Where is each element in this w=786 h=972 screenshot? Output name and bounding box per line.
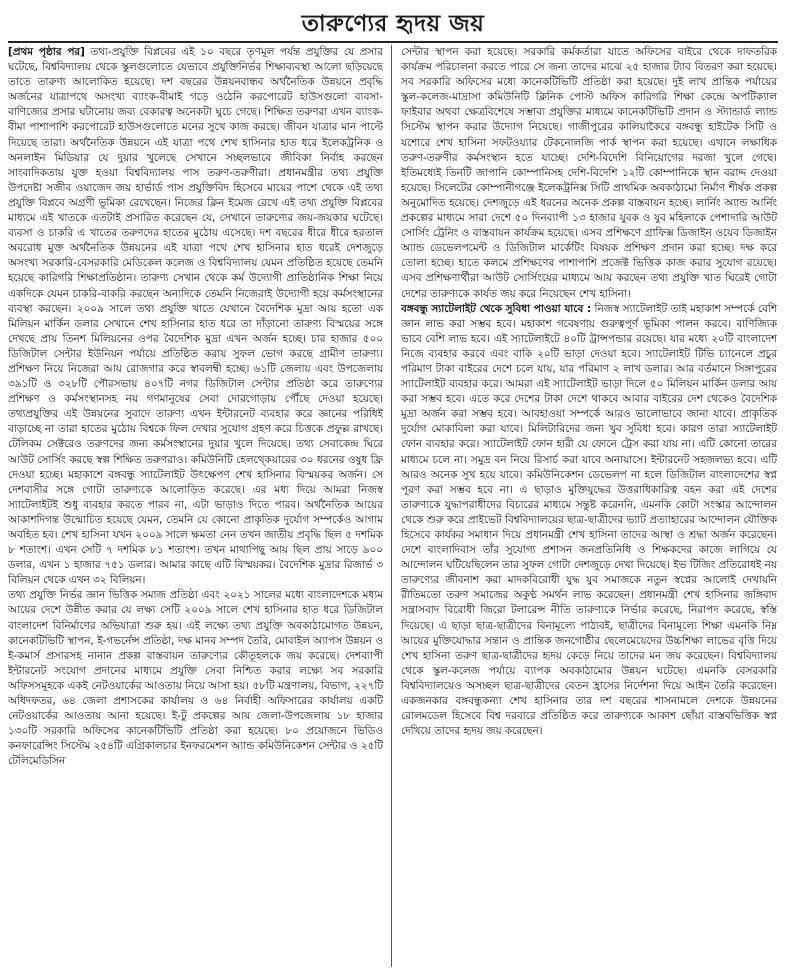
article-paragraph	[8, 588, 383, 769]
continuation-marker: [প্রথম পৃষ্ঠার পর]	[8, 46, 85, 58]
paragraph-text: সেন্টার স্থাপন করা হয়েছে। সরকারি কর্মকর্তারা যাতে অফিসের বাইরে থেকে দাফতরিক কার্যক্রম পরিচালনা করতে পারে সে জন্য তাদের মাঝে ২৫ হাজার ট্যাব বিতরণ করা হয়েছে। সব সরকারি অফিসের মধ্যে কানেকটিভিটি প্রতিষ্ঠা করা হয়েছে। দুই লাখ প্রান্তিক পর্যায়ের স্কুল-কলেজ-মাদ্রাসা কমিউনিটি ক্লিনিক পোস্ট অফিস কারিগরি শিক্ষা কেন্দ্রে অপটিক্যাল ফাইবার অথবা ক্ষেত্রবিশেষে সম্ভাব্য প্রযুক্তির মাধ্যমে কানেকটিভিটি প্রদান ও স্ট্যান্ডার্ড ল্যান্ড সিস্টেম স্থাপন করার উদ্যোগ নিয়েছে। গাজীপুরের কালিয়াকৈরে বঙ্গবন্ধু হাইটেক সিটি ও যশোরে শেখ হাসিনা সফটওয়্যার টেকনোলজি পার্ক স্থাপন করা হয়েছে। এখানে লক্ষাধিক তরুণ-তরুণীর কর্মসংস্থান হতে যাচ্ছে। দেশি-বিদেশি বিনিয়োগের দরজা খুলে গেছে। ইতিমধ্যেই তিনটি জাপানি কোম্পানিসহ দেশি-বিদেশি ১২টি কোম্পানিকে স্থান বরাদ্দ দেওয়া হয়েছে। সিলেটের কোম্পানীগঞ্জে ইলেকট্রনিক্স সিটি প্রাথমিক অবকাঠামো নির্মাণ শীর্ষক প্রকল্প অনুমোদিত হয়েছে। দেশজুড়ে এই ধরনের অনেক প্রকল্প বাস্তবায়ন হচ্ছে। লার্নিং অ্যান্ড আর্নিং প্রকল্পের মাধ্যমে সারা দেশে ৫০ দিনব্যাপী ১৩ হাজার যুবক ও যুব মহিলাকে পেশাদারি আউট সোর্সিং ট্রেনিং ও বাস্তবায়ন কার্যক্রম হয়েছে। এসব প্রশিক্ষণে গ্রাফিক্স ডিজাইন ওয়েব ডিজাইন অ্যান্ড ডেভেলপমেন্ট ও ডিজিটাল মার্কেটিং বিষয়ক প্রশিক্ষণ প্রদান করা হচ্ছে। দক্ষ করে তোলা হচ্ছে। হাতে কলমে প্রশিক্ষণের পাশাপাশি প্রজেক্ট ভিত্তিক কাজ করার সুযোগ রয়েছে। এসব প্রশিক্ষণার্থীরা আউট সোর্সিংয়ের মাধ্যমে আয় করছেন তথ্য প্রযুক্তি খাত ঘিরেই গোটা দেশের তারুণ্যকে কার্যত জয় করে নিয়েছেন শেখ হাসিনা।	[401, 46, 777, 300]
article-column-right	[401, 45, 777, 967]
paragraph-text: নিজস্ব স্যাটেলাইট তাই মহাকাশ সম্পর্কে বেশি জ্ঞান লাভ করা সম্ভব হবে। মহাকাশ গবেষণায় গুরুত্বপূর্ণ ভূমিকা পালন করবে। বাণিজ্যিক ভাবে বেশি লাভ হবে। এই স্যাটেলাইটে ৪০টি ট্রান্সপন্ডার রয়েছে। যার মধ্যে ২০টি বাংলাদেশ নিজে ব্যবহার করবে এবং বাকি ২০টি ভাড়া দেওয়া হবে। স্যাটেলাইট টিভি চ্যানেলে প্রচুর পরিমাণ টাকা বাইরের দেশে চলে যায়, যার পরিমাণ ২ লাখ ডলার। আর বর্তমানে সিঙ্গাপুরের স্যাটেলাইট ব্যবহার করে। আমরা এই স্যাটেলাইট ভাড়া দিলে ৫০ মিলিয়ন মার্কিন ডলার আয় করা সম্ভব হবে। এতে করে দেশের টাকা দেশে থাকবে আবার বাইরের দেশ থেকেও বৈদেশিক মুদ্রা অর্জন করা সম্ভব হবে। আবহাওয়া সম্পর্কে আরও ভালোভাবে জানা যাবে। প্রাকৃতিক দুর্যোগ মোকাবিলা করা যাবে। মিলিটারিদের জন্য খুব সুবিধা হবে। কারণ তারা স্যাটেলাইট ফোন ব্যবহার করে। স্যাটেলাইট ফোন হারী যে ফোনে ট্রেস করা যায় না। এটি কোনো তারের মাধ্যমে চলে না। সমুদ্র বন নিয়ে রিসার্চ করা যাবে অনায়াসে। ইন্টারনেট সহজলভ্য হবে। এটি আরও অনেক সুখ হয়ে যাবে। কমিউনিকেশন ডেভেলপ না হলে ডিজিটাল বাংলাদেশের স্বপ্ন পূরণ করা সম্ভব হবে না। এ ছাড়াও মুক্তিযুদ্ধের উত্তরাধিকারিত্ব বহন করা এই দেশের তারুণ্যকে যুদ্ধাপরাধীদের বিচারের মাধ্যমে সন্তুষ্ট করেননি, এমনকি কোটা সংস্কার আন্দোলন থেকে শুরু করে প্রাইভেট বিশ্ববিদ্যালয়ের ছাত্র-ছাত্রীদের ভ্যাট প্রত্যাহারের আন্দোলন যৌক্তিক হিসেবে কার্যকর সমাধান দিয়ে প্রধানমন্ত্রী শেখ হাসিনা তাদের আস্থা ও শ্রদ্ধা অর্জন করেছেন। দেশে বাংলাদিবাস তাঁর সুযোগ্য প্রশাসন জনপ্রতিনিধি ও শিক্ষকদের কাজে লাগিয়ে যে আন্দোলন ঘটিয়েছিলেন তার সুফল গোটা দেশজুড়ে দেখা দিয়েছে। ইভ টিজিং প্রতিরোধই নয় তারুণ্যের জীবনাশ করা মাদকবিরোধী যুদ্ধ যুব সমাজকে নতুন স্বপ্নের আলোই দেখায়নি রীতিমতো তরুণ সমাজের অকুণ্ঠ সমর্থন লাভ করেছেন। প্রধানমন্ত্রী শেখ হাসিনার জঙ্গিবাদ সন্ত্রাসবাদ বিরোধী জিরো টলারেন্স নীতি তারুণ্যকে নির্ভার করেছে, নিরাপদ করেছে, স্বস্তি দিয়েছে। এ ছাড়া ছাত্র-ছাত্রীদের বিনামূল্যে পাঠ্যবই, ছাত্রীদের বিনামূল্যে শিক্ষা এমনকি নিম্ন আয়ের মুক্তিযোদ্ধার সন্তান ও প্রান্তিক জনগোষ্ঠীর ছেলেমেয়েদের উচ্চশিক্ষা লাভের বৃত্তি দিয়ে শেখ হাসিনা তরুণ ছাত্র-ছাত্রীদের হৃদয় কেড়ে নিয়ে তাদের মন জয় করেছেন। বিশ্ববিদ্যালয় থেকে স্কুল-কলেজ পর্যায়ে ব্যাপক অবকাঠামোর উন্নয়ন ঘটেছে। এমনকি বেসরকারি বিশ্ববিদ্যালয়েও অসচ্ছল ছাত্র-ছাত্রীদের বেতন হ্রাসের নির্দেশনা দিয়ে আইন তৈরি করেছেন। একজনকার বঙ্গবন্ধুকন্যা শেখ হাসিনার তার দশ বছরের শাসনামলে দেশকে উন্নয়নের রোলমডেল হিসেবে বিশ্ব দরবারে প্রতিষ্ঠিত করে তারুণ্যকে আকাশ ছোঁয়া বাস্তবভিত্তিক স্বপ্ন দেখিয়ে তাদের হৃদয় জয় করেছেন।	[401, 302, 777, 738]
article-paragraph	[401, 45, 777, 302]
article-column-left	[8, 45, 383, 967]
paragraph-text: তথ্য প্রযুক্তি নির্ভর জ্ঞান ভিত্তিক সমাজ প্রতিষ্ঠা এবং ২০২১ সালের মধ্যে বাংলাদেশকে মধ্যম আয়ের দেশে উন্নীত করার যে লক্ষ্য সেটি ২০০৯ সালে শেখ হাসিনার হাত ধরে ডিজিটাল বাংলাদেশ বিনির্মাণের অভিযাত্রা শুরু হয়। এই লক্ষ্যে তথ্য প্রযুক্তি অবকাঠামোগত উন্নয়ন, কানেকটিভিটি স্থাপন, ই-গভর্নেন্স প্রতিষ্ঠা, দক্ষ মানব সম্পদ তৈরি, মোবাইল অ্যাপস উন্নয়ন ও ই-কমার্স প্রসারসহ নানান প্রকল্প বাস্তবায়ন তারুণ্যের কৌতূহলকে জয় করেছে। দেশব্যাপী ইন্টারনেট সংযোগ প্রদানের মাধ্যমে প্রযুক্তি সেবা নিশ্চিত করার লক্ষ্যে সব সরকারি অফিসসমূহকে একই নেটওয়ার্কের আওতায় নিয়ে আসা হয়। ৫৮টি মন্ত্রণালয়, বিভাগ, ২২৭টি অধিদফতর, ৬৪ জেলা প্রশাসকের কার্যালয় ও ৬৪ নির্বাহী অফিসারের কার্যালয় একটি নেটওয়ার্কের আওতায় আনা হয়েছে। ই-টু প্রকল্পের আয় জেলা-উপজেলায় ১৮ হাজার ১৩০টি সরকারি অফিসের কানেকটিভিটি প্রতিষ্ঠা করা হয়েছে। ৮০ প্রয়োজনে ভিডিও কনফারেন্সিং সিস্টেম ২৫৪টি এগ্রিকালচার ইনফরমেশন অ্যান্ড কমিউনিকেশন সেন্টার ও ২৫টি টেলিমেডিসিন	[8, 589, 383, 768]
headline-container	[8, 6, 778, 42]
headline-rule	[8, 41, 778, 43]
section-subheading: বঙ্গবন্ধু স্যাটেলাইট থেকে সুবিধা পাওয়া যাবে :	[401, 302, 592, 315]
article-paragraph	[401, 302, 777, 740]
article-paragraph	[8, 45, 383, 588]
headline: তারুণ্যের হৃদয় জয়	[301, 9, 485, 37]
column-divider	[391, 45, 392, 967]
paragraph-text: তথ্য-প্রযুক্তি বিপ্লবের এই ১০ বছরে তৃণমূল পর্যন্ত প্রযুক্তির যে প্রসার ঘটেছে, বিশ্ববিদ্যালয় থেকে স্কুলগুলোতে যেভাবে প্রযুক্তিনির্ভর শিক্ষাব্যবস্থা আলো ছড়িয়েছে তাতে তারুণ্য আলোকিত হয়েছে। দশ বছরের উন্নয়নবান্ধব অর্থনৈতিক উন্নয়নে প্রবৃদ্ধি অর্জনের যাত্রাপথে অসংখ্য ব্যাংক-বীমাই গড়ে ওঠেনি করপোরেট হাউসগুলো ব্যবসা-বাণিজ্যের প্রসার ঘটানোয় জব্য বেকারত্ব অনেকটা ঘুচে গেছে। শিক্ষিত তরুণরা এখন ব্যাংক-বীমা পাশাপাশি করপোরেট হাউসগুলোতে মনের সুখে কাজ করছে। জীবন যাত্রার মান পাল্টে দিয়েছে তারা। অর্থনৈতিক উন্নয়নে এই যাত্রা পথে শেখ হাসিনার হাত ধরে ইলেকট্রনিক ও অনলাইন মিডিয়ার যে দুয়ার খুলেছে সেখানে সচ্ছলভাবে জীবিকা নির্বাহ করছেন সাংবাদিকতায় যুক্ত হওয়া বিশ্ববিদ্যালয় পাস তরুণ-তরুণীরা। প্রধানমন্ত্রীর তথ্য প্রযুক্তি উপদেষ্টা সজীব ওয়াজেদ জয় হার্ভার্ড পাস প্রযুক্তিবিদ হিসেবে মায়ের পাশে থেকে এই তথ্য প্রযুক্তি বিপ্লবে অগ্রণী ভূমিকা রেখেছেন। নিজের ক্লিন ইমেজ রেখে এই তথ্য প্রযুক্তি বিপ্লবের মাধ্যমে এই খাতকে এতটাই প্রসারিত করেছেন যে, সেখানে তারুণ্যের জয়-জয়কার ঘটেছে। ব্যবসা ও চাকরি এ খাতের তরুণদের হাতের মুঠোয় এসেছে। দশ বছরের ধীরে ধীরে হরতাল অবরোধ মুক্ত অর্থনৈতিক উন্নয়নের এই যাত্রা পথে শেখ হাসিনার হাত ধরেই দেশজুড়ে অসংখ্য সরকারি-বেসরকারি মেডিকেল কলেজ ও বিশ্ববিদ্যালয় যেমন প্রতিষ্ঠিত হয়েছে তেমনি হয়েছে কারিগরি শিক্ষাপ্রতিষ্ঠান। তারুণ্য সেখান থেকে কর্ম উদ্যোগী প্রাতিষ্ঠানিক শিক্ষা নিয়ে একদিকে যেমন চাকরি-বাকরি করছেন অন্যদিকে তেমনি নিজেরাই উদ্যোগী হয়ে কর্মসংস্থানের ব্যবস্থা করছেন। ২০০৯ সালে তথ্য প্রযুক্তি খাতে যেখানে বৈদেশিক মুদ্রা আয় হতো এক মিলিয়ন মার্কিন ডলার সেখানে শেখ হাসিনার হাত ধরে তা দাঁড়ানো তারুণ্য বিস্ময়ের সঙ্গে দেখছে প্রায় তিনশ মিলিয়নের ওপর বৈদেশিক মুদ্রা এখন অর্জন হচ্ছে। চার হাজার ৫০০ ডিজিটাল সেন্টার ইউনিয়ন পর্যায়ে প্রতিষ্ঠিত করায় সুফল ভোগ করছে গ্রামীণ তারুণ্য। প্রশিক্ষণ নিয়ে নিজেরা আয় রোজগার করে স্বাবলম্বী হচ্ছে। ৬১টি জেলায় এবং উপজেলায় ৩৯১টি ও ৩২৮টি পৌরসভায় ৪০৭টি নগর ডিজিটাল সেন্টার প্রতিষ্ঠা করে তারুণ্যের প্রশিক্ষণ ও কর্মসংস্থানসহ নয় গণমানুষের সেবা দোরগোড়ায় পৌঁছে দেওয়া হয়েছে। তথ্যপ্রযুক্তির এই উন্নয়নের সুবাদে তারুণ্য এখন ইন্টারনেট ব্যবহার করে জ্ঞানের পরিধিই বাড়াচ্ছে না তারা হাতের মুঠোয় বিশ্বকে ফিল দেখার সুযোগ গ্রহণ করে চিত্তকে প্রফুল্ল রাখছে। টেলিকম সেক্টরেও তরুণদের জন্য কর্মসংস্থানের দুয়ার খুলে দিয়েছে। তথ্য সেবাকেন্দ্র ঘিরে আউট সোর্সিং করছে স্বল্প শিক্ষিত তরুণরাও। কমিউনিটি হেলথ্কেয়ারের ৩০ ধরনের ওষুধ ফ্রি দেওয়া হচ্ছে। মহাকাশে বঙ্গবন্ধু স্যাটেলাইট উৎক্ষেপণ শেখ হাসিনার বিস্ময়কর অর্জন। সে দেশবাসীর সঙ্গে গোটা তারুণ্যকে আলোড়িত করেছে। এর মধ্য দিয়ে আমরা নিজস্ব স্যাটেলাইটই শুধু ব্যবহার করতে পারব না, এটা ভাড়াও দিতে পারব। অর্থনৈতিক আয়ের আকাশদিগন্ত উন্মোচিত হয়েছে যেমন, তেমনি যে কোনো প্রাকৃতিক দুর্যোগ সম্পর্কেও আগাম অবহিত হব। শেখ হাসিনা যখন ২০০৯ সালে ক্ষমতা নেন তখন জাতীয় প্রবৃদ্ধি ছিল ৫ দশমিক ৮ শতাংশ। এখন সেটি ৭ দশমিক ৮১ শতাংশ। তখন মাথাপিছু আয় ছিল প্রায় সাড়ে ৯০০ ডলার, এখন ১ হাজার ৭৫১ ডলার। আমার কাছে এটি বিস্ময়কর। বৈদেশিক মুদ্রার রিজার্ভ ৩ বিলিয়ন থেকে এখন ৩২ বিলিয়ন।	[8, 46, 383, 587]
